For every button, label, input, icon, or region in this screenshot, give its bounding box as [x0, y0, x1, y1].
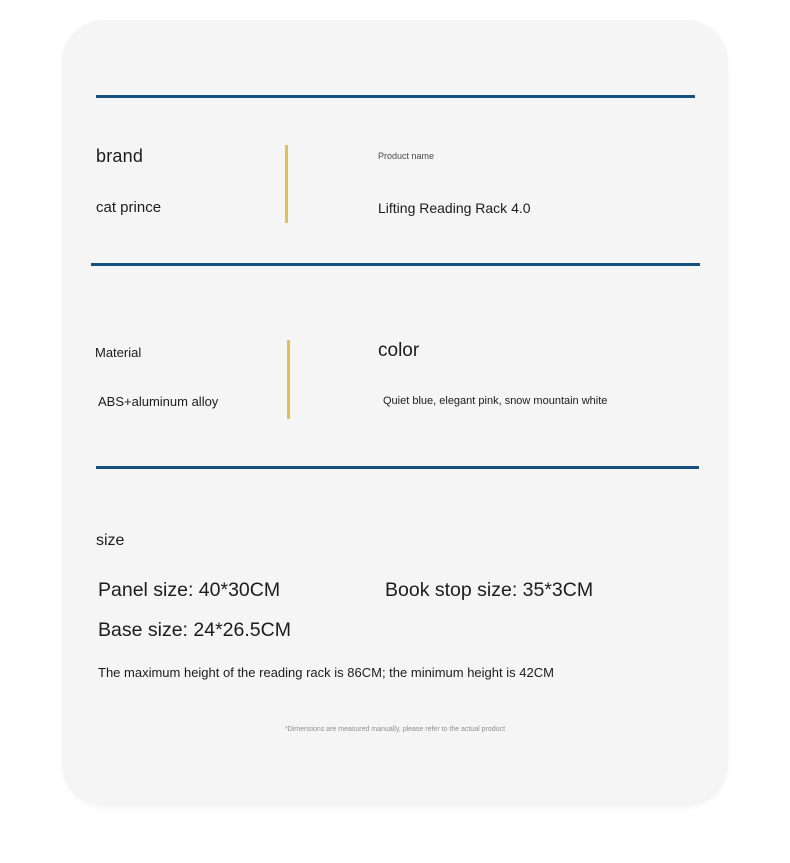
material-color-divider [287, 340, 290, 419]
section-divider-top [96, 95, 695, 98]
section-divider-bottom [96, 466, 699, 469]
book-stop-size-value: Book stop size: 35*3CM [385, 579, 594, 601]
measurement-disclaimer: *Dimensions are measured manually, please refer to the actual product [284, 726, 506, 733]
brand-product-divider [285, 145, 288, 223]
size-label: size [96, 532, 125, 549]
product-name-value: Lifting Reading Rack 4.0 [378, 200, 531, 216]
section-divider-middle [91, 263, 700, 266]
color-value: Quiet blue, elegant pink, snow mountain white [383, 395, 608, 407]
height-range-note: The maximum height of the reading rack is 86CM; the minimum height is 42CM [98, 665, 554, 680]
base-size-value: Base size: 24*26.5CM [98, 619, 291, 641]
material-value: ABS+aluminum alloy [98, 394, 219, 409]
product-spec-card [62, 20, 728, 806]
product-name-label: Product name [378, 151, 435, 161]
color-label: color [378, 340, 420, 361]
brand-label: brand [96, 146, 144, 166]
material-label: Material [95, 345, 142, 360]
brand-value: cat prince [96, 199, 162, 216]
panel-size-value: Panel size: 40*30CM [98, 579, 281, 601]
